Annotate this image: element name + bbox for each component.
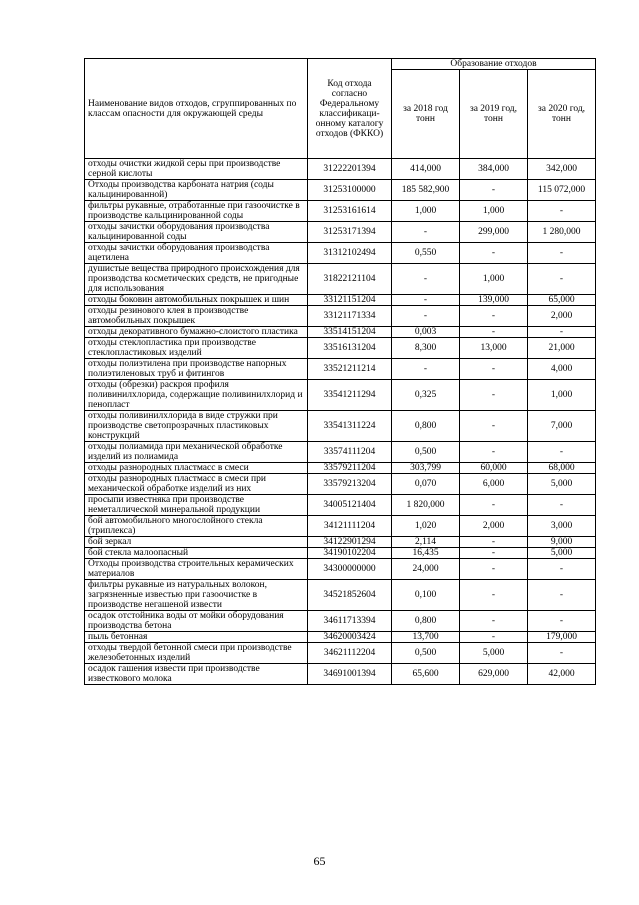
value-2018-cell: 303,799: [392, 463, 460, 474]
value-2020-cell: 1,000: [528, 380, 596, 411]
waste-code-cell: 33521211214: [308, 359, 392, 380]
value-2020-cell: 3,000: [528, 516, 596, 537]
waste-code-cell: 34691001394: [308, 664, 392, 685]
value-2020-cell: -: [528, 264, 596, 295]
value-2019-cell: 384,000: [460, 159, 528, 180]
table-row: [85, 295, 596, 306]
table-row: [85, 548, 596, 559]
table-row: [85, 442, 596, 463]
value-2020-cell: 2,000: [528, 306, 596, 327]
table-header: [85, 59, 596, 159]
table-row: [85, 474, 596, 495]
table-body: [85, 159, 596, 685]
value-2018-cell: 13,700: [392, 632, 460, 643]
waste-code-cell: 34611713394: [308, 611, 392, 632]
value-2018-cell: 1 820,000: [392, 495, 460, 516]
value-2018-cell: 185 582,900: [392, 180, 460, 201]
value-2019-cell: 2,000: [460, 516, 528, 537]
waste-name-cell: отходы разнородных пластмасс в смеси: [85, 463, 308, 474]
waste-name-cell: пыль бетонная: [85, 632, 308, 643]
waste-name-cell: Отходы производства строительных керамических материалов: [85, 559, 308, 580]
waste-name-cell: осадок гашения извести при производстве известкового молока: [85, 664, 308, 685]
waste-name-cell: отходы стеклопластика при производстве стеклопластиковых изделий: [85, 338, 308, 359]
value-2019-cell: -: [460, 180, 528, 201]
waste-name-cell: фильтры рукавные из натуральных волокон, загрязненные известью при газоочистке в производстве негашеной извести: [85, 580, 308, 611]
value-2018-cell: 0,550: [392, 243, 460, 264]
value-2019-cell: 629,000: [460, 664, 528, 685]
value-2019-cell: -: [460, 359, 528, 380]
table-row: [85, 338, 596, 359]
table-row: [85, 306, 596, 327]
value-2019-cell: -: [460, 580, 528, 611]
page-number: 65: [313, 854, 326, 868]
waste-code-cell: 33121171334: [308, 306, 392, 327]
value-2020-cell: 68,000: [528, 463, 596, 474]
table-row: [85, 516, 596, 537]
waste-name-cell: отходы резинового клея в производстве автомобильных покрышек: [85, 306, 308, 327]
value-2020-cell: -: [528, 495, 596, 516]
waste-code-cell: 34521852604: [308, 580, 392, 611]
value-2019-cell: -: [460, 537, 528, 548]
header-row: [85, 59, 596, 70]
waste-name-cell: отходы боковин автомобильных покрышек и шин: [85, 295, 308, 306]
value-2018-cell: -: [392, 306, 460, 327]
value-2020-cell: 9,000: [528, 537, 596, 548]
table-row: [85, 643, 596, 664]
value-2019-cell: -: [460, 559, 528, 580]
value-2020-cell: 342,000: [528, 159, 596, 180]
value-2019-cell: 13,000: [460, 338, 528, 359]
value-2019-cell: -: [460, 611, 528, 632]
table-row: [85, 411, 596, 442]
value-2019-cell: -: [460, 306, 528, 327]
value-2018-cell: 414,000: [392, 159, 460, 180]
table-row: [85, 559, 596, 580]
waste-code-cell: 33514151204: [308, 327, 392, 338]
waste-code-cell: 34190102204: [308, 548, 392, 559]
value-2020-cell: -: [528, 442, 596, 463]
value-2020-cell: -: [528, 611, 596, 632]
value-2018-cell: 1,000: [392, 201, 460, 222]
value-2020-cell: 21,000: [528, 338, 596, 359]
header-year-2020: за 2020 год, тонн: [528, 70, 596, 159]
waste-code-cell: 34300000000: [308, 559, 392, 580]
value-2020-cell: 7,000: [528, 411, 596, 442]
value-2020-cell: -: [528, 643, 596, 664]
value-2020-cell: -: [528, 580, 596, 611]
value-2018-cell: 0,003: [392, 327, 460, 338]
value-2020-cell: 42,000: [528, 664, 596, 685]
table-row: [85, 463, 596, 474]
table-row: [85, 180, 596, 201]
header-waste-name: Наименование видов отходов, сгруппированных по классам опасности для окружающей среды: [85, 59, 308, 159]
waste-code-cell: 33541311224: [308, 411, 392, 442]
table-row: [85, 611, 596, 632]
value-2020-cell: 5,000: [528, 548, 596, 559]
header-year-2018: за 2018 год тонн: [392, 70, 460, 159]
waste-code-cell: 33574111204: [308, 442, 392, 463]
waste-code-cell: 31253171394: [308, 222, 392, 243]
waste-name-cell: осадок отстойника воды от мойки оборудования производства бетона: [85, 611, 308, 632]
waste-name-cell: отходы (обрезки) раскроя профиля поливинилхлорида, содержащие поливинилхлорид и пенопласт: [85, 380, 308, 411]
table-row: [85, 537, 596, 548]
waste-code-cell: 31222201394: [308, 159, 392, 180]
waste-code-cell: 34005121404: [308, 495, 392, 516]
value-2020-cell: 115 072,000: [528, 180, 596, 201]
value-2018-cell: 8,300: [392, 338, 460, 359]
value-2019-cell: 1,000: [460, 264, 528, 295]
waste-name-cell: фильтры рукавные, отработанные при газоочистке в производстве кальцинированной соды: [85, 201, 308, 222]
waste-code-cell: 33516131204: [308, 338, 392, 359]
waste-name-cell: отходы полиамида при механической обработке изделий из полиамида: [85, 442, 308, 463]
waste-name-cell: отходы очистки жидкой серы при производстве серной кислоты: [85, 159, 308, 180]
waste-code-cell: 33541211294: [308, 380, 392, 411]
waste-code-cell: 34122901294: [308, 537, 392, 548]
value-2018-cell: 0,800: [392, 611, 460, 632]
value-2018-cell: 2,114: [392, 537, 460, 548]
value-2020-cell: -: [528, 327, 596, 338]
table-row: [85, 495, 596, 516]
table-row: [85, 580, 596, 611]
value-2019-cell: 139,000: [460, 295, 528, 306]
value-2020-cell: -: [528, 559, 596, 580]
header-waste-generation: Образование отходов: [392, 59, 596, 70]
value-2018-cell: 0,500: [392, 442, 460, 463]
value-2018-cell: -: [392, 222, 460, 243]
value-2018-cell: 65,600: [392, 664, 460, 685]
value-2019-cell: 60,000: [460, 463, 528, 474]
table-row: [85, 264, 596, 295]
value-2018-cell: 16,435: [392, 548, 460, 559]
waste-name-cell: отходы зачистки оборудования производства кальцинированной соды: [85, 222, 308, 243]
header-waste-code: Код отхода согласно Федеральному классификаци-онному каталогу отходов (ФККО): [308, 59, 392, 159]
value-2019-cell: -: [460, 411, 528, 442]
value-2018-cell: 0,070: [392, 474, 460, 495]
value-2019-cell: -: [460, 548, 528, 559]
waste-code-cell: 33121151204: [308, 295, 392, 306]
waste-name-cell: отходы разнородных пластмасс в смеси при механической обработке изделий из них: [85, 474, 308, 495]
waste-code-cell: 34121111204: [308, 516, 392, 537]
table-row: [85, 380, 596, 411]
waste-name-cell: бой автомобильного многослойного стекла (триплекса): [85, 516, 308, 537]
value-2020-cell: 1 280,000: [528, 222, 596, 243]
value-2018-cell: 0,500: [392, 643, 460, 664]
waste-name-cell: бой зеркал: [85, 537, 308, 548]
table-row: [85, 327, 596, 338]
table-row: [85, 243, 596, 264]
waste-name-cell: отходы поливинилхлорида в виде стружки при производстве светопрозрачных пластиковых конструкций: [85, 411, 308, 442]
value-2020-cell: -: [528, 243, 596, 264]
value-2019-cell: 5,000: [460, 643, 528, 664]
waste-name-cell: Отходы производства карбоната натрия (соды кальцинированной): [85, 180, 308, 201]
value-2018-cell: 1,020: [392, 516, 460, 537]
value-2018-cell: 0,325: [392, 380, 460, 411]
value-2019-cell: 1,000: [460, 201, 528, 222]
value-2018-cell: -: [392, 264, 460, 295]
table-row: [85, 222, 596, 243]
value-2020-cell: 4,000: [528, 359, 596, 380]
waste-name-cell: отходы декоративного бумажно-слоистого пластика: [85, 327, 308, 338]
waste-code-cell: 33579211204: [308, 463, 392, 474]
waste-name-cell: отходы полиэтилена при производстве напорных полиэтиленовых труб и фитингов: [85, 359, 308, 380]
value-2019-cell: -: [460, 327, 528, 338]
value-2018-cell: -: [392, 295, 460, 306]
value-2019-cell: -: [460, 495, 528, 516]
value-2019-cell: 6,000: [460, 474, 528, 495]
table-row: [85, 359, 596, 380]
value-2019-cell: -: [460, 380, 528, 411]
value-2020-cell: 5,000: [528, 474, 596, 495]
header-year-2019: за 2019 год, тонн: [460, 70, 528, 159]
value-2019-cell: -: [460, 243, 528, 264]
value-2020-cell: 179,000: [528, 632, 596, 643]
waste-name-cell: бой стекла малоопасный: [85, 548, 308, 559]
value-2018-cell: 24,000: [392, 559, 460, 580]
value-2020-cell: -: [528, 201, 596, 222]
waste-code-cell: 31253161614: [308, 201, 392, 222]
waste-code-cell: 34620003424: [308, 632, 392, 643]
table-row: [85, 664, 596, 685]
waste-code-cell: 31822121104: [308, 264, 392, 295]
waste-name-cell: душистые вещества природного происхождения для производства косметических средств, не пригодные для использования: [85, 264, 308, 295]
table-row: [85, 632, 596, 643]
waste-code-cell: 31312102494: [308, 243, 392, 264]
waste-code-cell: 31253100000: [308, 180, 392, 201]
table-row: [85, 201, 596, 222]
waste-code-cell: 33579213204: [308, 474, 392, 495]
value-2018-cell: 0,800: [392, 411, 460, 442]
value-2018-cell: -: [392, 359, 460, 380]
waste-name-cell: отходы твердой бетонной смеси при производстве железобетонных изделий: [85, 643, 308, 664]
table-row: [85, 159, 596, 180]
value-2019-cell: -: [460, 632, 528, 643]
value-2019-cell: -: [460, 442, 528, 463]
value-2020-cell: 65,000: [528, 295, 596, 306]
waste-name-cell: просыпи известняка при производстве неметаллической минеральной продукции: [85, 495, 308, 516]
value-2019-cell: 299,000: [460, 222, 528, 243]
waste-code-cell: 34621112204: [308, 643, 392, 664]
waste-name-cell: отходы зачистки оборудования производства ацетилена: [85, 243, 308, 264]
value-2018-cell: 0,100: [392, 580, 460, 611]
waste-table: [84, 58, 596, 685]
